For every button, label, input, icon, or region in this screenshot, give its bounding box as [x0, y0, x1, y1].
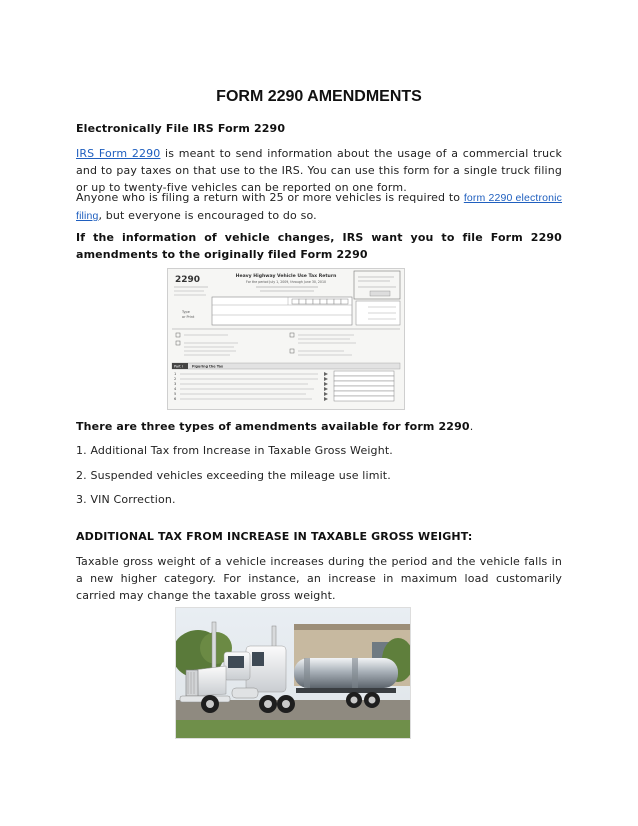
- svg-text:3: 3: [174, 382, 177, 386]
- types-intro: [76, 418, 562, 435]
- amendment-type-2: 2. Suspended vehicles exceeding the mileage use limit.: [76, 469, 391, 482]
- irs-form-link[interactable]: IRS Form 2290: [76, 147, 161, 160]
- efile-paragraph: [76, 189, 562, 225]
- form-number-label: 2290: [175, 275, 201, 285]
- page-title: FORM 2290 AMENDMENTS: [216, 88, 422, 105]
- truck-image: [175, 607, 411, 739]
- amendment-type-1: 1. Additional Tax from Increase in Taxable Gross Weight.: [76, 444, 393, 457]
- svg-text:5: 5: [174, 392, 177, 396]
- intro-text: is meant to send information about the usage of a commercial truck and to pay taxes on that use to the IRS. You can use this form for a single truck filing or up to twenty-five vehicles can be reported on one form.: [76, 147, 562, 194]
- form-2290-image: [167, 268, 405, 410]
- svg-text:or Print: or Print: [182, 315, 195, 319]
- form-title-label: Heavy Highway Vehicle Use Tax Return: [235, 274, 337, 279]
- part-title: Figuring the Tax: [192, 364, 224, 369]
- types-intro-end: .: [469, 420, 474, 433]
- section-paragraph: Taxable gross weight of a vehicle increases during the period and the vehicle falls in a new higher category. For instance, an increase in maximum load customarily carried may change the taxable gross weight.: [76, 555, 562, 602]
- efile-link[interactable]: form 2290 electronic filing: [76, 192, 562, 222]
- svg-text:4: 4: [174, 387, 177, 391]
- section-heading: ADDITIONAL TAX FROM INCREASE IN TAXABLE GROSS WEIGHT:: [76, 530, 473, 543]
- sub-heading: Electronically File IRS Form 2290: [76, 122, 286, 135]
- svg-text:Type: Type: [182, 310, 190, 314]
- efile-text-before: Anyone who is filing a return with 25 or more vehicles is required to: [76, 191, 464, 204]
- part-label: Part I: [174, 364, 183, 369]
- svg-text:6: 6: [174, 397, 177, 401]
- amendment-notice: If the information of vehicle changes, IRS want you to file Form 2290 amendments to the originally filed Form 2290: [76, 231, 562, 261]
- types-intro-bold: There are three types of amendments available for form 2290: [76, 420, 470, 433]
- svg-text:2: 2: [174, 377, 177, 381]
- form-2290-drawing: [168, 269, 404, 409]
- amendment-type-3: 3. VIN Correction.: [76, 493, 176, 506]
- efile-text-after: , but everyone is encouraged to do so.: [98, 209, 317, 222]
- form-year-label: For the period July 1, 2009, through June 30, 2010: [245, 280, 327, 284]
- truck-drawing: [176, 608, 410, 738]
- svg-text:1: 1: [174, 372, 177, 376]
